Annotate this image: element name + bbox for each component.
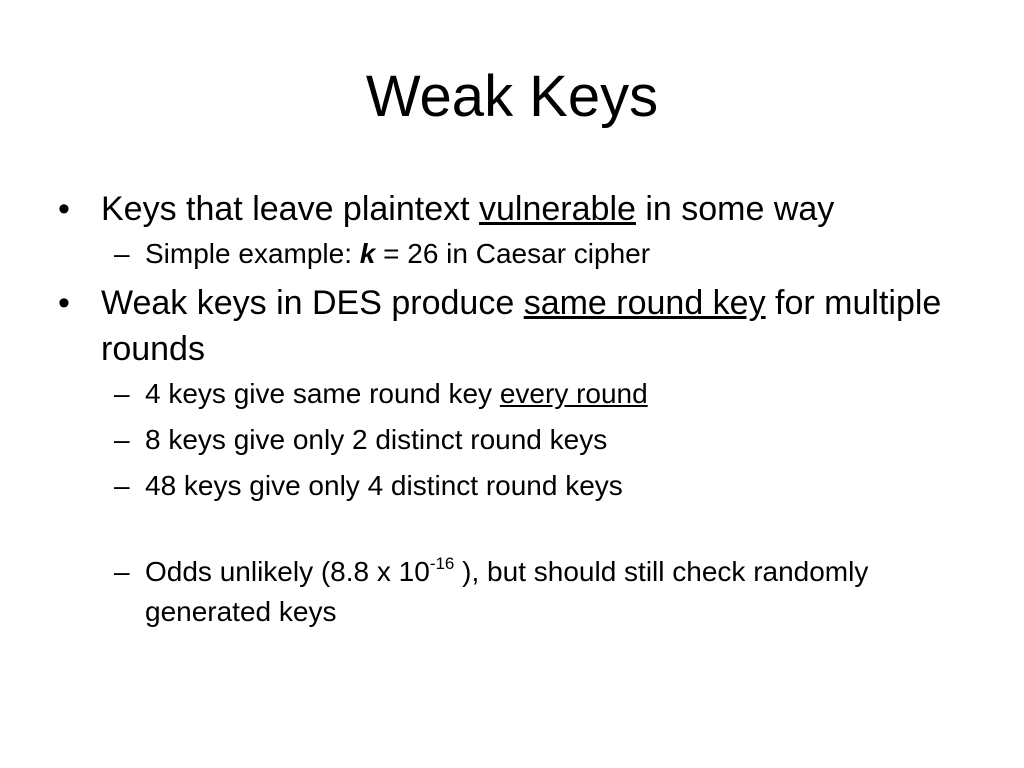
slide-body [58, 186, 988, 632]
sub-bullet-text: = 26 in Caesar cipher [375, 238, 651, 269]
bullet-des-weak-keys [58, 280, 988, 372]
sub-bullet-odds [114, 552, 988, 632]
bullet-icon: • [58, 190, 70, 228]
underlined-term: every round [499, 378, 648, 409]
bullet-text: in some way [635, 190, 835, 228]
underlined-term: vulnerable [479, 190, 636, 228]
dash-icon: – [114, 378, 130, 409]
bullet-vulnerable-keys [58, 186, 988, 232]
bullet-text: Keys that leave plaintext [101, 190, 480, 228]
sub-bullet-text: 8 keys give only 2 distinct round keys [145, 424, 608, 455]
bullet-icon: • [58, 284, 70, 322]
bullet-text: for multiple rounds [101, 284, 942, 368]
sub-bullet-text: Odds unlikely (8.8 x 10 [145, 556, 430, 587]
dash-icon: – [114, 470, 130, 501]
sub-bullet-text: 48 keys give only 4 distinct round keys [145, 470, 623, 501]
sub-bullet-text: 4 keys give same round key [145, 378, 500, 409]
dash-icon: – [114, 238, 130, 269]
slide-title: Weak Keys [365, 64, 659, 129]
sub-bullet-48-keys [114, 466, 988, 506]
underlined-term: same round key [523, 284, 766, 322]
sub-bullet-text: Simple example: [145, 238, 360, 269]
sub-bullet-text: ), but should still check randomly generated keys [145, 556, 869, 627]
sub-bullet-8-keys [114, 420, 988, 460]
exponent: -16 [429, 554, 455, 573]
sub-bullet-caesar-example [114, 234, 988, 274]
sub-bullet-4-keys [114, 374, 988, 414]
dash-icon: – [114, 424, 130, 455]
dash-icon: – [114, 556, 130, 587]
variable-k: k [359, 238, 376, 269]
bullet-text: Weak keys in DES produce [101, 284, 524, 322]
